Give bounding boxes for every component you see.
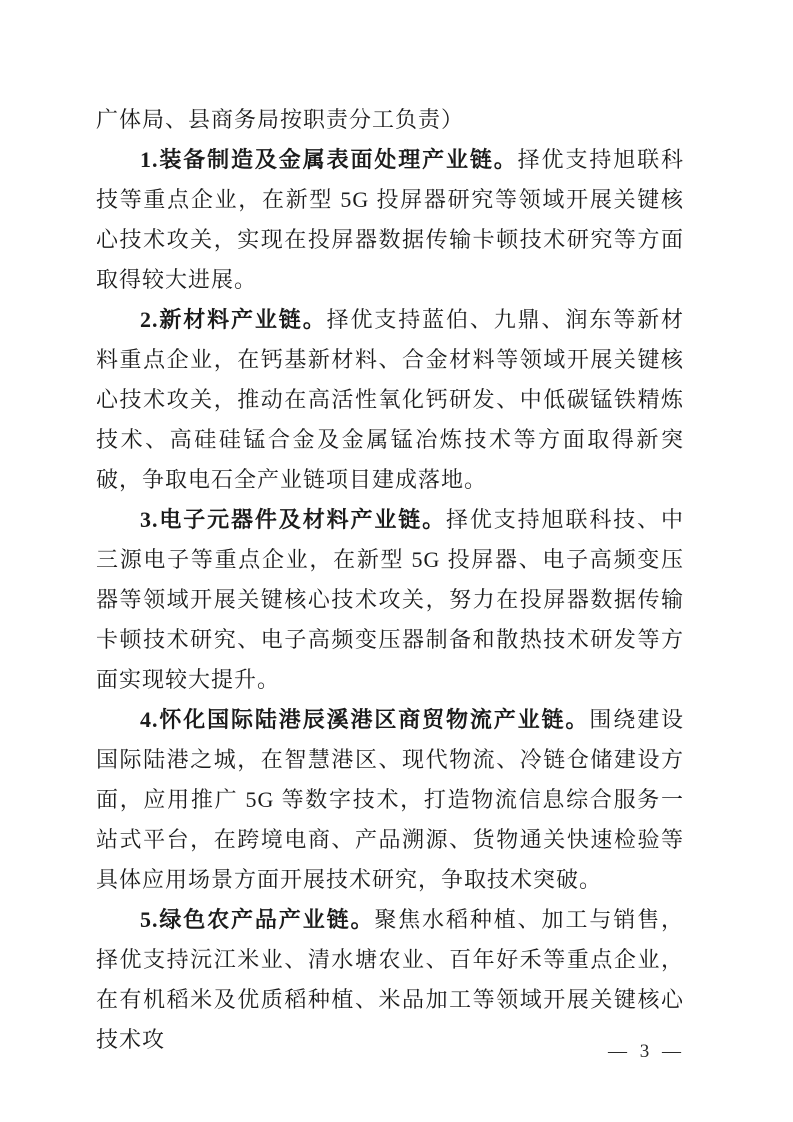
paragraph — [96, 140, 684, 300]
paragraph-heading: 3.电子元器件及材料产业链。 — [140, 507, 447, 532]
paragraph-body: 择优支持旭联科技等重点企业，在新型 5G 投屏器研究等领域开展关键核心技术攻关，实现在投屏器数据传输卡顿技术研究等方面取得较大进展。 — [96, 147, 684, 292]
continuation-line: 广体局、县商务局按职责分工负责） — [96, 107, 465, 132]
document-body — [96, 100, 684, 1060]
paragraph-heading: 2.新材料产业链。 — [140, 307, 327, 332]
paragraph — [96, 700, 684, 900]
paragraph-body: 择优支持蓝伯、九鼎、润东等新材料重点企业，在钙基新材料、合金材料等领域开展关键核心技术攻关，推动在高活性氧化钙研发、中低碳锰铁精炼技术、高硅硅锰合金及金属锰冶炼技术等方面取得新突破，争取电石全产业链项目建成落地。 — [96, 307, 684, 492]
paragraph-heading: 4.怀化国际陆港辰溪港区商贸物流产业链。 — [140, 707, 590, 732]
paragraph — [96, 500, 684, 700]
page-number: — 3 — — [608, 1041, 685, 1062]
paragraph-body: 择优支持旭联科技、中三源电子等重点企业，在新型 5G 投屏器、电子高频变压器等领域开展关键核心技术攻关，努力在投屏器数据传输卡顿技术研究、电子高频变压器制备和散热技术研发等方面实现较大提升。 — [96, 507, 684, 692]
paragraph-heading: 1.装备制造及金属表面处理产业链。 — [140, 147, 518, 172]
paragraph-heading: 5.绿色农产品产业链。 — [140, 907, 375, 932]
paragraph-body: 围绕建设国际陆港之城，在智慧港区、现代物流、冷链仓储建设方面，应用推广 5G 等数字技术，打造物流信息综合服务一站式平台，在跨境电商、产品溯源、货物通关快速检验等具体应用场景方面开展技术研究，争取技术突破。 — [96, 707, 684, 892]
paragraph — [96, 900, 684, 1060]
paragraph-body: 聚焦水稻种植、加工与销售，择优支持沅江米业、清水塘农业、百年好禾等重点企业，在有机稻米及优质稻种植、米品加工等领域开展关键核心技术攻 — [96, 907, 684, 1052]
paragraph — [96, 300, 684, 500]
